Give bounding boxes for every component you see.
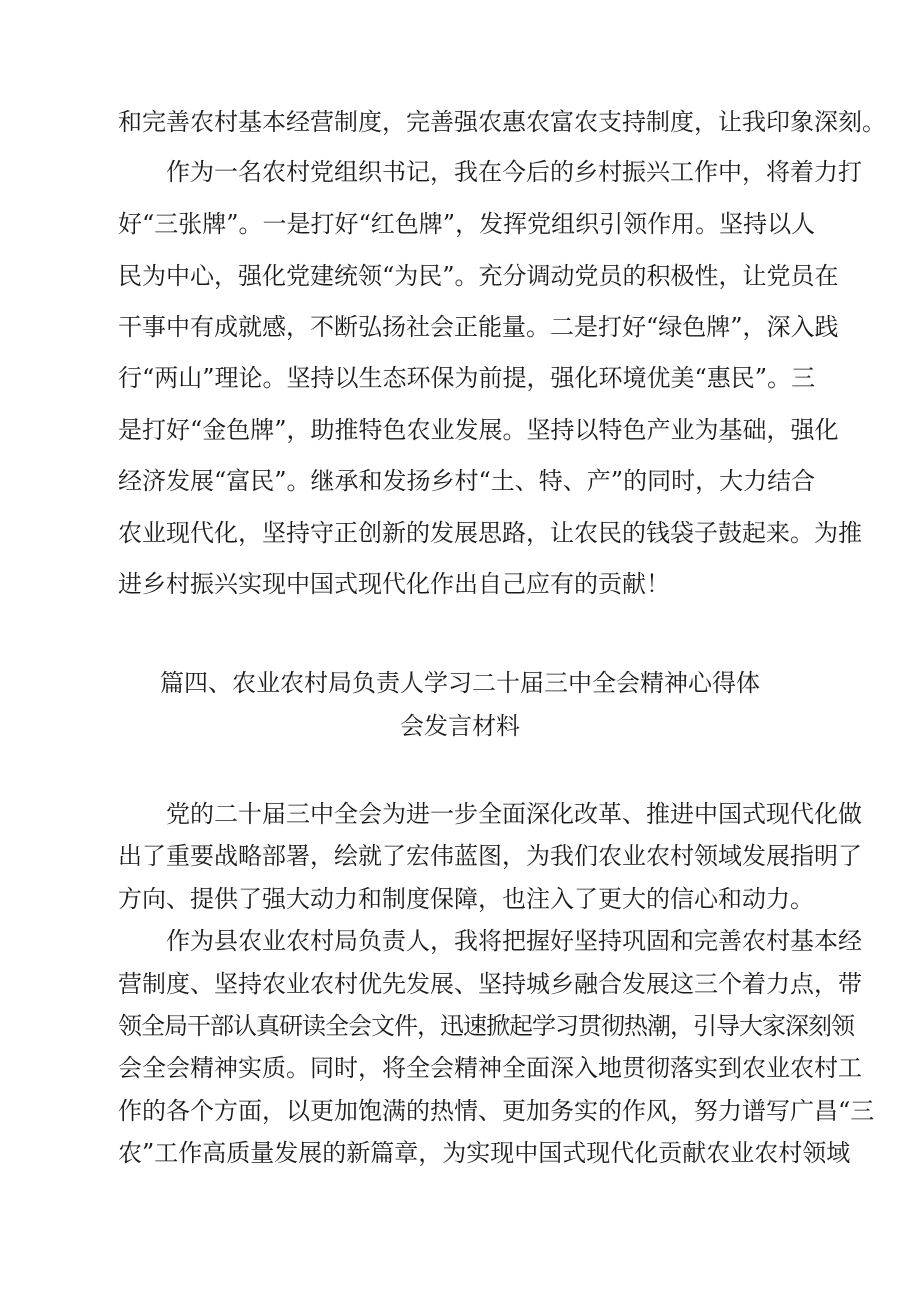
- text-line: 和完善农村基本经营制度，完善强农惠农富农支持制度，让我印象深刻。: [118, 108, 886, 136]
- text-line: 领全局干部认真研读全会文件，迅速掀起学习贯彻热潮，引导大家深刻领: [118, 1012, 854, 1040]
- bureau-line-4: [0, 1048, 920, 1088]
- text-line: 党的二十届三中全会为进一步全面深化改革、推进中国式现代化做: [166, 800, 862, 828]
- bureau-line-2: [0, 964, 920, 1004]
- plenum-line-2: [0, 836, 920, 876]
- text-line: 好“三张牌”。一是打好“红色牌”，发挥党组织引领作用。坚持以人: [118, 210, 816, 238]
- secretary-line-8: [0, 513, 920, 553]
- text-line: 方向、提供了强大动力和制度保障，也注入了更大的信心和动力。: [118, 885, 814, 913]
- section-title-line-1: 篇四、农业农村局负责人学习二十届三中全会精神心得体: [160, 669, 760, 697]
- secretary-line-7: [0, 461, 920, 501]
- secretary-line-5: [0, 358, 920, 398]
- secretary-line-2: [0, 204, 920, 244]
- text-line: 作为一名农村党组织书记，我在今后的乡村振兴工作中，将着力打: [166, 158, 862, 186]
- text-line: 出了重要战略部署，绘就了宏伟蓝图，为我们农业农村领域发展指明了: [118, 842, 862, 870]
- bureau-line-5: [0, 1091, 920, 1131]
- text-line: 行“两山”理论。坚持以生态环保为前提，强化环境优美“惠民”。三: [118, 364, 816, 392]
- continuation-line-1: [0, 102, 920, 142]
- bureau-line-6: [0, 1133, 920, 1173]
- text-line: 会全会精神实质。同时，将全会精神全面深入地贯彻落实到农业农村工: [118, 1054, 862, 1082]
- secretary-line-4: [0, 307, 920, 347]
- section-title-line-2: 会发言材料: [400, 712, 520, 740]
- secretary-line-9: [0, 564, 920, 604]
- text-line: 农业现代化，坚持守正创新的发展思路，让农民的钱袋子鼓起来。为推: [118, 519, 862, 547]
- text-line: 经济发展“富民”。继承和发扬乡村“土、特、产”的同时，大力结合: [118, 467, 816, 495]
- secretary-line-6: [0, 410, 920, 450]
- text-line: 是打好“金色牌”，助推特色农业发展。坚持以特色产业为基础，强化: [118, 416, 839, 444]
- text-line: 作为县农业农村局负责人，我将把握好坚持巩固和完善农村基本经: [166, 927, 862, 955]
- text-line: 民为中心，强化党建统领“为民”。充分调动党员的积极性，让党员在: [118, 262, 839, 290]
- bureau-line-1: [0, 921, 920, 961]
- text-line: 进乡村振兴实现中国式现代化作出自己应有的贡献！: [118, 570, 670, 598]
- text-line: 干事中有成就感，不断弘扬社会正能量。二是打好“绿色牌”，深入践: [118, 313, 839, 341]
- secretary-line-3: [0, 256, 920, 296]
- secretary-line-1: [0, 152, 920, 192]
- bureau-line-3: [0, 1006, 920, 1046]
- text-line: 作的各个方面，以更加饱满的热情、更加务实的作风，努力谱写广昌“三: [118, 1097, 875, 1125]
- text-line: 营制度、坚持农业农村优先发展、坚持城乡融合发展这三个着力点，带: [118, 970, 862, 998]
- plenum-line-3: [0, 879, 920, 919]
- plenum-line-1: [0, 794, 920, 834]
- text-line: 农”工作高质量发展的新篇章，为实现中国式现代化贡献农业农村领域: [118, 1139, 851, 1167]
